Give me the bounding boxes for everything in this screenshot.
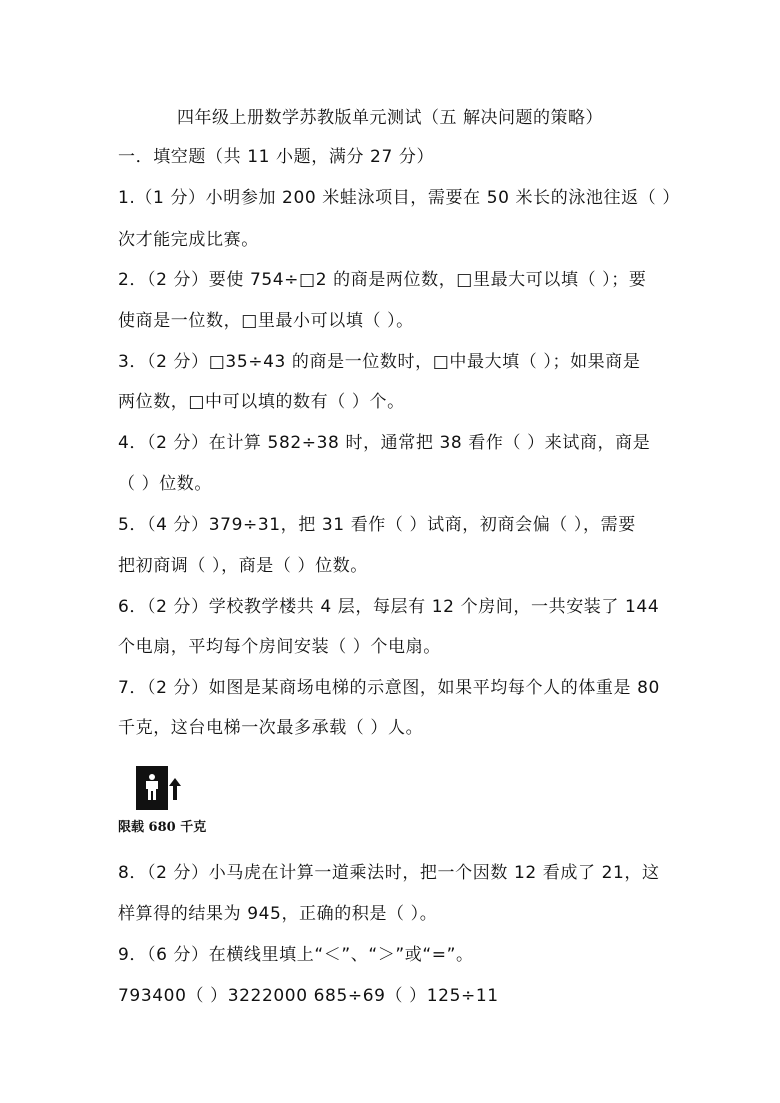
question-5-line-1: 5．（4 分）379÷31，把 31 看作（ ）试商，初商会偏（ ），需要 [118, 515, 636, 535]
page-title: 四年级上册数学苏教版单元测试（五 解决问题的策略） [177, 108, 603, 128]
up-arrow-icon [169, 778, 181, 800]
elevator-figure [118, 766, 218, 836]
question-1-line-1: 1.（1 分）小明参加 200 米蛙泳项目，需要在 50 米长的泳池往返（ ） [118, 188, 680, 208]
question-9-line-1: 9．（6 分）在横线里填上“＜”、“＞”或“=”。 [118, 945, 474, 965]
question-7-line-2: 千克，这台电梯一次最多承载（ ）人。 [118, 718, 424, 738]
question-8-line-2: 样算得的结果为 945，正确的积是（ ）。 [118, 904, 438, 924]
question-3-line-1: 3．（2 分）□35÷43 的商是一位数时，□中最大填（ ）；如果商是 [118, 352, 641, 372]
question-9-line-2: 793400（ ）3222000 685÷69（ ）125÷11 [118, 986, 499, 1006]
elevator-icon [136, 766, 168, 810]
question-6-line-1: 6．（2 分）学校教学楼共 4 层，每层有 12 个房间，一共安装了 144 [118, 597, 660, 617]
person-icon [136, 766, 168, 810]
question-4-line-1: 4．（2 分）在计算 582÷38 时，通常把 38 看作（ ）来试商，商是 [118, 433, 651, 453]
question-5-line-2: 把初商调（ ），商是（ ）位数。 [118, 556, 368, 576]
weight-limit-label: 限载 680 千克 [118, 820, 207, 835]
question-1-line-2: 次才能完成比赛。 [118, 230, 259, 250]
question-2-line-1: 2．（2 分）要使 754÷□2 的商是两位数，□里最大可以填（ ）；要 [118, 270, 647, 290]
question-4-line-2: （ ）位数。 [118, 474, 213, 494]
question-8-line-1: 8．（2 分）小马虎在计算一道乘法时，把一个因数 12 看成了 21，这 [118, 863, 660, 883]
question-2-line-2: 使商是一位数，□里最小可以填（ ）。 [118, 311, 414, 331]
question-6-line-2: 个电扇，平均每个房间安装（ ）个电扇。 [118, 637, 441, 657]
question-3-line-2: 两位数，□中可以填的数有（ ）个。 [118, 392, 405, 412]
question-7-line-1: 7．（2 分）如图是某商场电梯的示意图，如果平均每个人的体重是 80 [118, 678, 660, 698]
section-heading: 一．填空题（共 11 小题，满分 27 分） [118, 147, 435, 167]
